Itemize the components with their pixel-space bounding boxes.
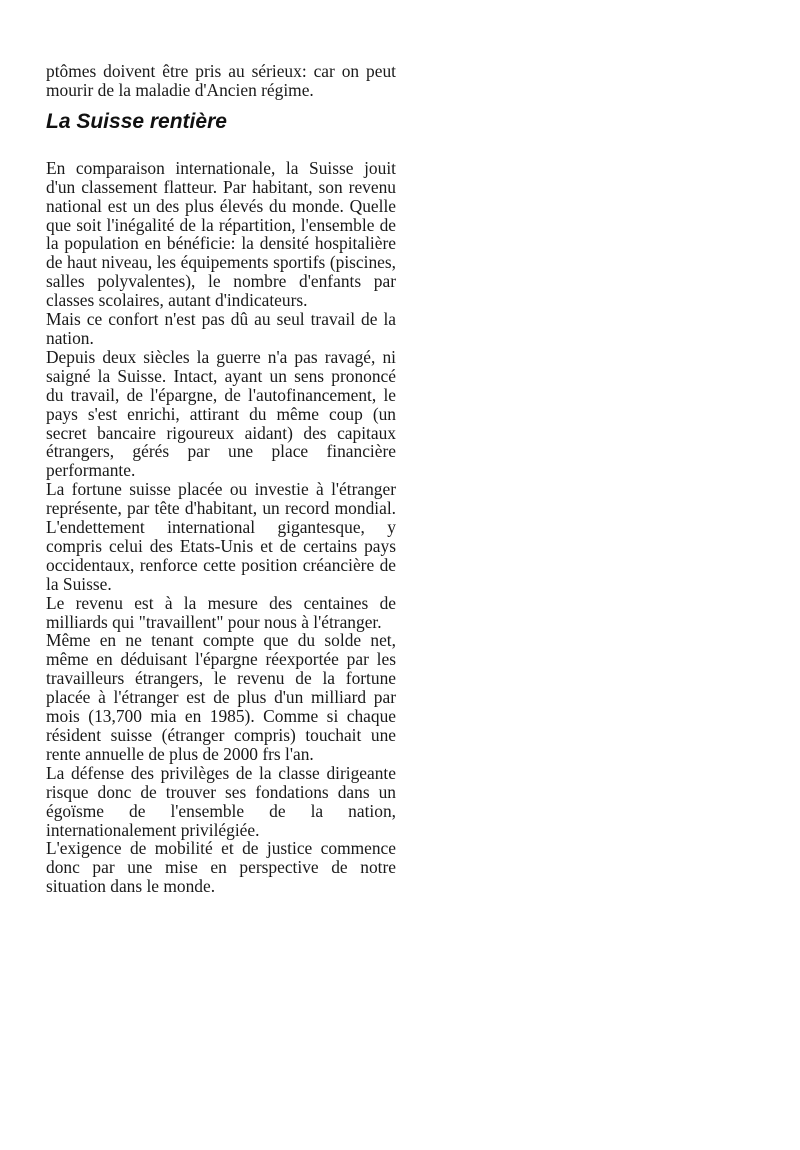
article-column [46, 62, 396, 896]
paragraph: L'exigence de mobilité et de justice commence donc par une mise en perspective de notre situation dans le monde. [46, 838, 396, 897]
paragraph: En comparaison internationale, la Suisse jouit d'un classement flatteur. Par habitant, son revenu national est un des plus élevés du monde. Quelle que soit l'inégalité de la répartition, l'ensemble de la population en bénéficie: la densité hospitalière de haut niveau, les équipements sportifs (piscines, salles polyvalentes), le nombre d'enfants par classes scolaires, autant d'indicateurs. [46, 157, 396, 311]
paragraph: Depuis deux siècles la guerre n'a pas ravagé, ni saigné la Suisse. Intact, ayant un sens prononcé du travail, de l'épargne, de l'autofinancement, le pays s'est enrichi, attirant du même coup (un secret bancaire rigoureux aidant) des capitaux étrangers, gérés par une place financière performante. [46, 346, 396, 481]
paragraph: Même en ne tenant compte que du solde net, même en déduisant l'épargne réexportée par les travailleurs étrangers, le revenu de la fortune placée à l'étranger est de plus d'un milliard par mois (13,700 mia en 1985). Comme si chaque résident suisse (étranger compris) touchait une rente annuelle de plus de 2000 frs l'an. [46, 630, 396, 764]
paragraph: Mais ce confort n'est pas dû au seul travail de la nation. [46, 309, 396, 348]
intro-fragment: ptômes doivent être pris au sérieux: car on peut mourir de la maladie d'Ancien régime. [46, 61, 396, 100]
paragraph: La défense des privilèges de la classe dirigeante risque donc de trouver ses fondations dans un égoïsme de l'ensemble de la nation, internationalement privilégiée. [46, 762, 396, 840]
paragraph: Le revenu est à la mesure des centaines de milliards qui "travaillent" pour nous à l'étranger. [46, 592, 396, 632]
section-heading: La Suisse rentière [46, 109, 227, 133]
paragraph: La fortune suisse placée ou investie à l'étranger représente, par tête d'habitant, un record mondial. L'endettement international gigantesque, y compris celui des Etats-Unis et de certains pays occidentaux, renforce cette position créancière de la Suisse. [46, 479, 396, 594]
